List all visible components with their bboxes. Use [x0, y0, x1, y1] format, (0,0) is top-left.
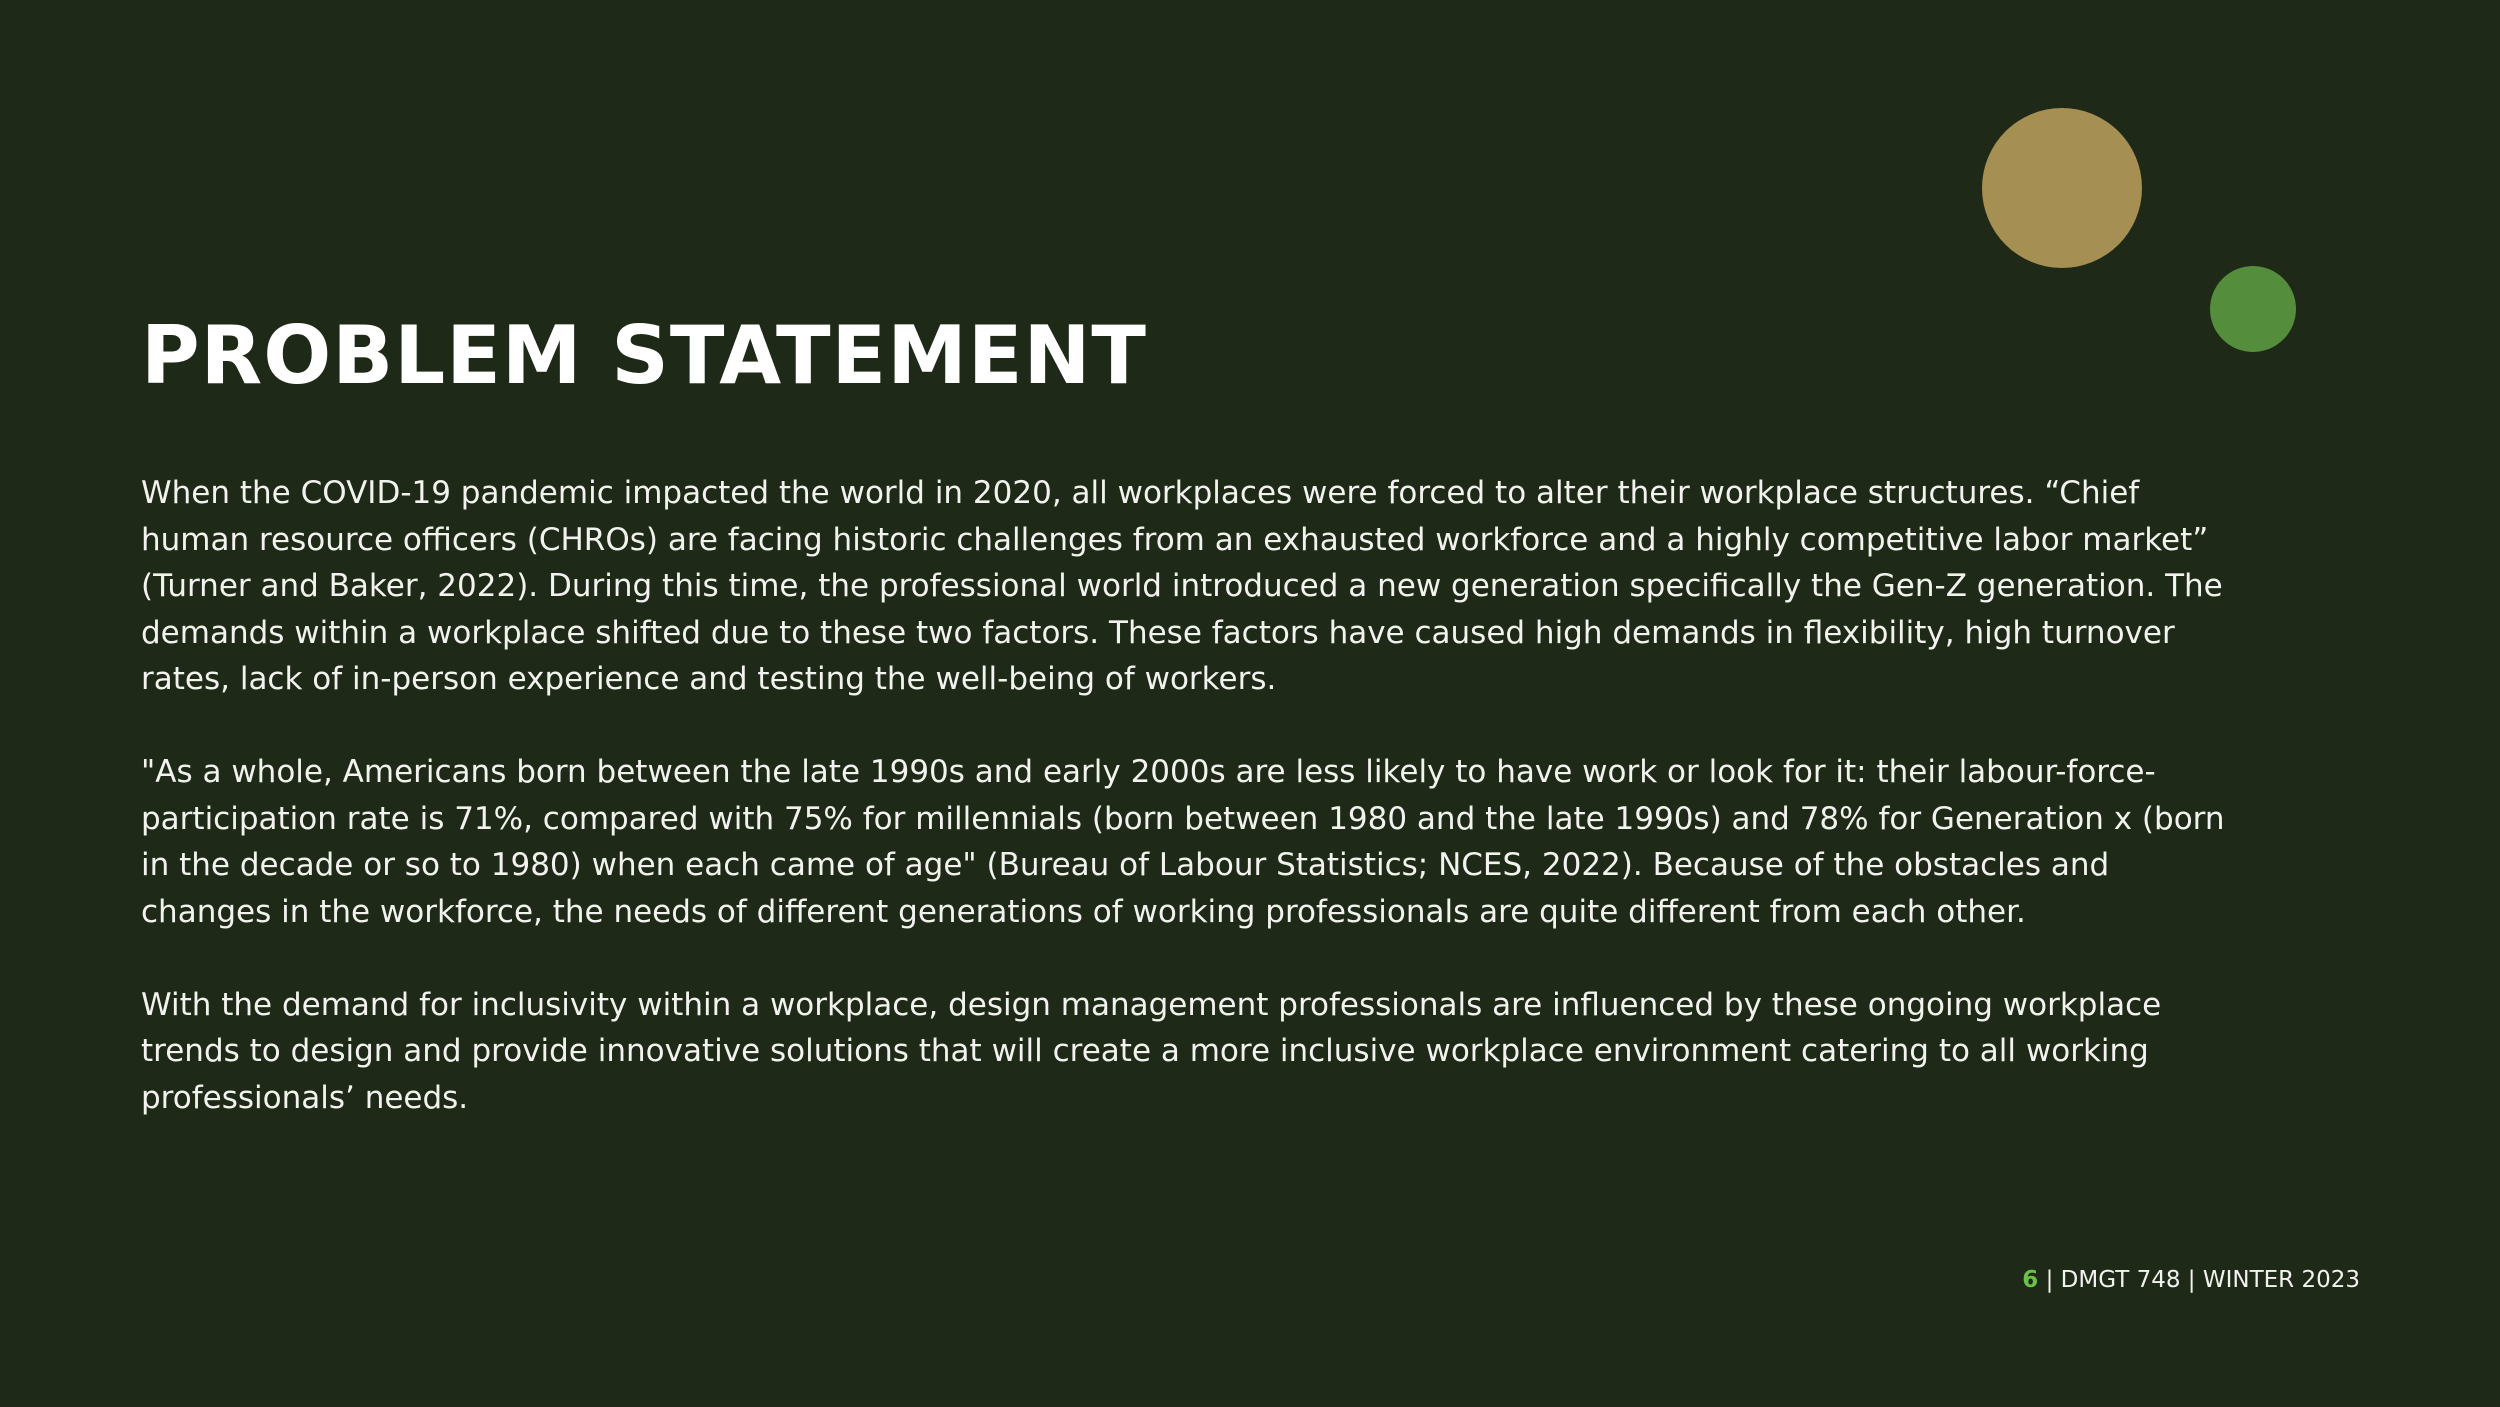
footer-separator: |	[2038, 1267, 2061, 1293]
decorative-green-circle	[2210, 266, 2296, 352]
decorative-gold-circle	[1982, 108, 2142, 268]
page-number: 6	[2022, 1267, 2039, 1293]
paragraph-covid-impact: When the COVID-19 pandemic impacted the world in 2020, all workplaces were forced to alter their workplace structures. “Chief human resource officers (CHROs) are facing historic challenges from an exhausted workforce and a highly competitive labor market” (Turner and Baker, 2022). During this time, the professional world introduced a new generation specifically the Gen-Z generation. The demands within a workplace shifted due to these two factors. These factors have caused high demands in flexibility, high turnover rates, lack of in-person experience and testing the well-being of workers.	[141, 475, 2223, 697]
slide-footer	[2022, 1266, 2360, 1294]
paragraph-labour-statistics: "As a whole, Americans born between the late 1990s and early 2000s are less likely to have work or look for it: their labour-force-participation rate is 71%, compared with 75% for millennials (born between 1980 and the late 1990s) and 78% for Generation x (born in the decade or so to 1980) when each came of age" (Bureau of Labour Statistics; NCES, 2022). Because of the obstacles and changes in the workforce, the needs of different generations of working professionals are quite different from each other.	[141, 754, 2225, 930]
paragraph-inclusivity: With the demand for inclusivity within a workplace, design management professionals are influenced by these ongoing workplace trends to design and provide innovative solutions that will create a more inclusive workplace environment catering to all working professionals’ needs.	[141, 986, 2162, 1116]
body-text	[141, 470, 2231, 1168]
course-code: DMGT 748	[2060, 1267, 2181, 1293]
slide-title: PROBLEM STATEMENT	[141, 309, 1147, 402]
footer-separator: |	[2180, 1267, 2203, 1293]
term-label: WINTER 2023	[2202, 1267, 2360, 1293]
